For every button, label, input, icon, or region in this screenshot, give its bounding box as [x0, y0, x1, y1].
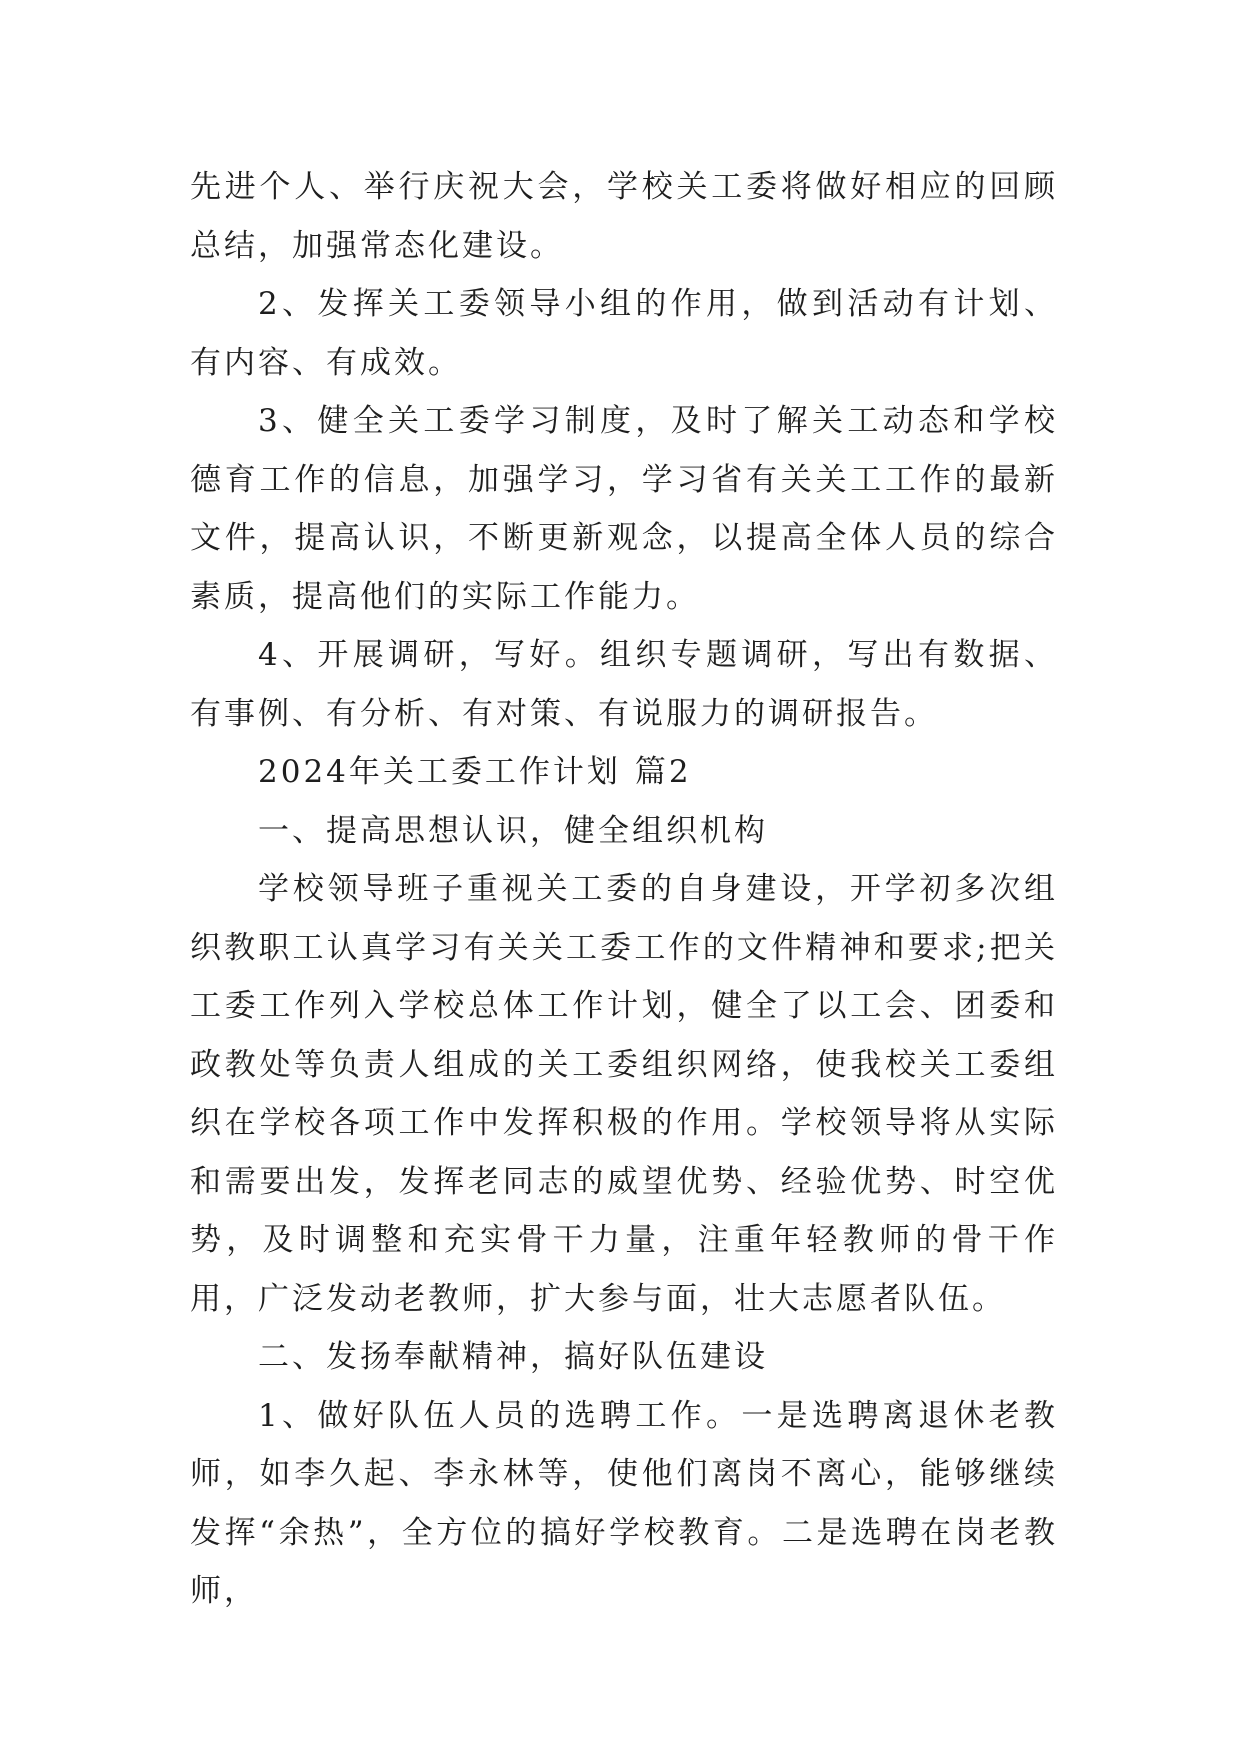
section-heading-2: 二、发扬奉献精神，搞好队伍建设 [258, 1339, 768, 1375]
paragraph-organization: 学校领导班子重视关工委的自身建设，开学初多次组织教职工认真学习有关关工委工作的文件精神和要求;把关工委工作列入学校总体工作计划，健全了以工会、团委和政教处等负责人组成的关工委组织网络，使我校关工委组织在学校各项工作中发挥积极的作用。学校领导将从实际和需要出发，发挥老同志的威望优势、经验优势、时空优势，及时调整和充实骨干力量，注重年轻教师的骨干作用，广泛发动老教师，扩大参与面，壮大志愿者队伍。 [190, 871, 1058, 1317]
paragraph-item-3: 3、健全关工委学习制度，及时了解关工动态和学校德育工作的信息，加强学习，学习省有关关工工作的最新文件，提高认识，不断更新观念，以提高全体人员的综合素质，提高他们的实际工作能力。 [190, 403, 1058, 615]
paragraph-recruitment: 1、做好队伍人员的选聘工作。一是选聘离退休老教师，如李久起、李永林等，使他们离岗不离心，能够继续发挥“余热”，全方位的搞好学校教育。二是选聘在岗老教师， [190, 1397, 1058, 1609]
paragraph-continuation: 先进个人、举行庆祝大会，学校关工委将做好相应的回顾总结，加强常态化建设。 [190, 169, 1058, 264]
section-title-main: 2024年关工委工作计划 [258, 754, 621, 790]
paragraph-item-2: 2、发挥关工委领导小组的作用，做到活动有计划、有内容、有成效。 [190, 286, 1058, 381]
section-title [190, 743, 1058, 802]
section-title-suffix: 篇2 [634, 754, 692, 790]
document-body [190, 158, 1058, 1621]
paragraph-item-4: 4、开展调研，写好。组织专题调研，写出有数据、有事例、有分析、有对策、有说服力的调研报告。 [190, 637, 1058, 732]
section-heading-1: 一、提高思想认识，健全组织机构 [258, 812, 768, 849]
